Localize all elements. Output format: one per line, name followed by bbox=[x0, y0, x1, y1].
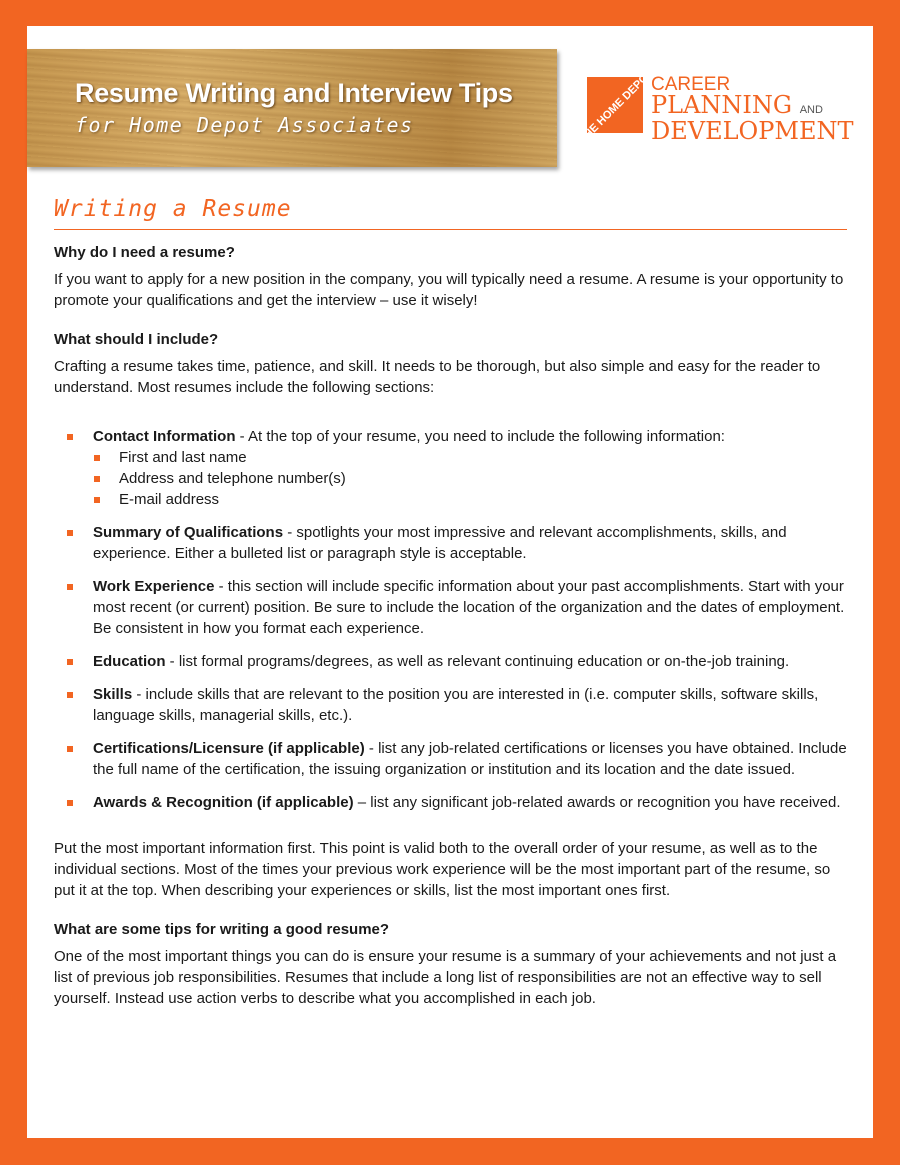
document-page bbox=[27, 26, 873, 1138]
section-title: Writing a Resume bbox=[54, 196, 292, 222]
question-why-resume: Why do I need a resume? bbox=[54, 244, 235, 261]
section-text: - this section will include specific information about your past accomplishments. Start with your most recent (or current) position. Be sure to include the location of the organization and the dates of employment. Be consistent in how you format each experience. bbox=[93, 578, 845, 637]
logo-and: AND bbox=[799, 104, 823, 116]
bullet-icon bbox=[94, 497, 100, 503]
question-tips: What are some tips for writing a good resume? bbox=[54, 921, 390, 938]
section-term: Skills bbox=[93, 686, 133, 703]
answer-what-include: Crafting a resume takes time, patience, and skill. It needs to be thorough, but also simple and easy for the reader to understand. Most resumes include the following sections: bbox=[54, 358, 821, 396]
section-text: - list formal programs/degrees, as well as relevant continuing education or on-the-job training. bbox=[165, 653, 790, 670]
section-text: - At the top of your resume, you need to include the following information: bbox=[235, 428, 725, 445]
list-item: Address and telephone number(s) bbox=[93, 468, 854, 489]
list-item bbox=[54, 651, 854, 672]
document-body bbox=[54, 242, 854, 1009]
section-divider bbox=[54, 229, 847, 230]
list-item: E-mail address bbox=[93, 489, 854, 510]
question-what-include: What should I include? bbox=[54, 331, 219, 348]
list-item bbox=[54, 576, 854, 639]
section-text: - include skills that are relevant to the position you are interested in (i.e. computer skills, software skills, language skills, managerial skills, etc.). bbox=[93, 686, 819, 724]
section-term: Certifications/Licensure (if applicable) bbox=[93, 740, 365, 757]
bullet-icon bbox=[67, 692, 73, 698]
section-term: Awards & Recognition (if applicable) bbox=[93, 794, 354, 811]
bullet-icon bbox=[94, 455, 100, 461]
document-subtitle: for Home Depot Associates bbox=[75, 113, 414, 137]
logo-line-planning: PLANNING AND bbox=[651, 91, 823, 119]
bullet-icon bbox=[67, 530, 73, 536]
resume-sections-list bbox=[54, 426, 854, 813]
section-text: - spotlights your most impressive and relevant accomplishments, skills, and experience. Either a bulleted list or paragraph style is acceptable. bbox=[93, 524, 787, 562]
list-item bbox=[54, 684, 854, 726]
logo-line-development: DEVELOPMENT bbox=[651, 117, 854, 145]
section-term: Contact Information bbox=[93, 428, 236, 445]
bullet-icon bbox=[67, 800, 73, 806]
bullet-icon bbox=[67, 659, 73, 665]
career-planning-logo-text bbox=[651, 74, 854, 145]
section-text: – list any significant job-related awards or recognition you have received. bbox=[353, 794, 841, 811]
list-item: First and last name bbox=[93, 447, 854, 468]
section-term: Summary of Qualifications bbox=[93, 524, 284, 541]
contact-info-sublist bbox=[93, 447, 854, 510]
bullet-icon bbox=[67, 584, 73, 590]
logo-line-career: CAREER bbox=[651, 74, 731, 95]
section-term: Education bbox=[93, 653, 166, 670]
home-depot-logo bbox=[577, 67, 656, 146]
section-text: - list any job-related certifications or licenses you have obtained. Include the full name of the certification, the issuing organization or institution and its location and the date issued. bbox=[93, 740, 847, 778]
answer-why-resume: If you want to apply for a new position in the company, you will typically need a resume. A resume is your opportunity to promote your qualifications and get the interview – use it wisely! bbox=[54, 271, 844, 309]
bullet-icon bbox=[94, 476, 100, 482]
list-item bbox=[54, 738, 854, 780]
document-title: Resume Writing and Interview Tips bbox=[75, 78, 513, 108]
bullet-icon bbox=[67, 434, 73, 440]
list-item bbox=[54, 426, 854, 510]
section-term: Work Experience bbox=[93, 578, 215, 595]
answer-tips: One of the most important things you can do is ensure your resume is a summary of your achievements and not just a list of previous job responsibilities. Resumes that include a long list of responsibilities are not an effective way to sell yourself. Instead use action verbs to describe what you accomplished in each job. bbox=[54, 948, 837, 1007]
header-banner bbox=[27, 49, 557, 167]
bullet-icon bbox=[67, 746, 73, 752]
list-item bbox=[54, 522, 854, 564]
logo-badge-text: THE HOME DEPOT bbox=[577, 67, 656, 146]
list-item bbox=[54, 792, 854, 813]
important-first-paragraph: Put the most important information first. This point is valid both to the overall order of your resume, as well as to the individual sections. Most of the times your previous work experience will be the most important part of the resume, so put it at the top. When describing your experiences or skills, list the most important ones first. bbox=[54, 840, 831, 899]
